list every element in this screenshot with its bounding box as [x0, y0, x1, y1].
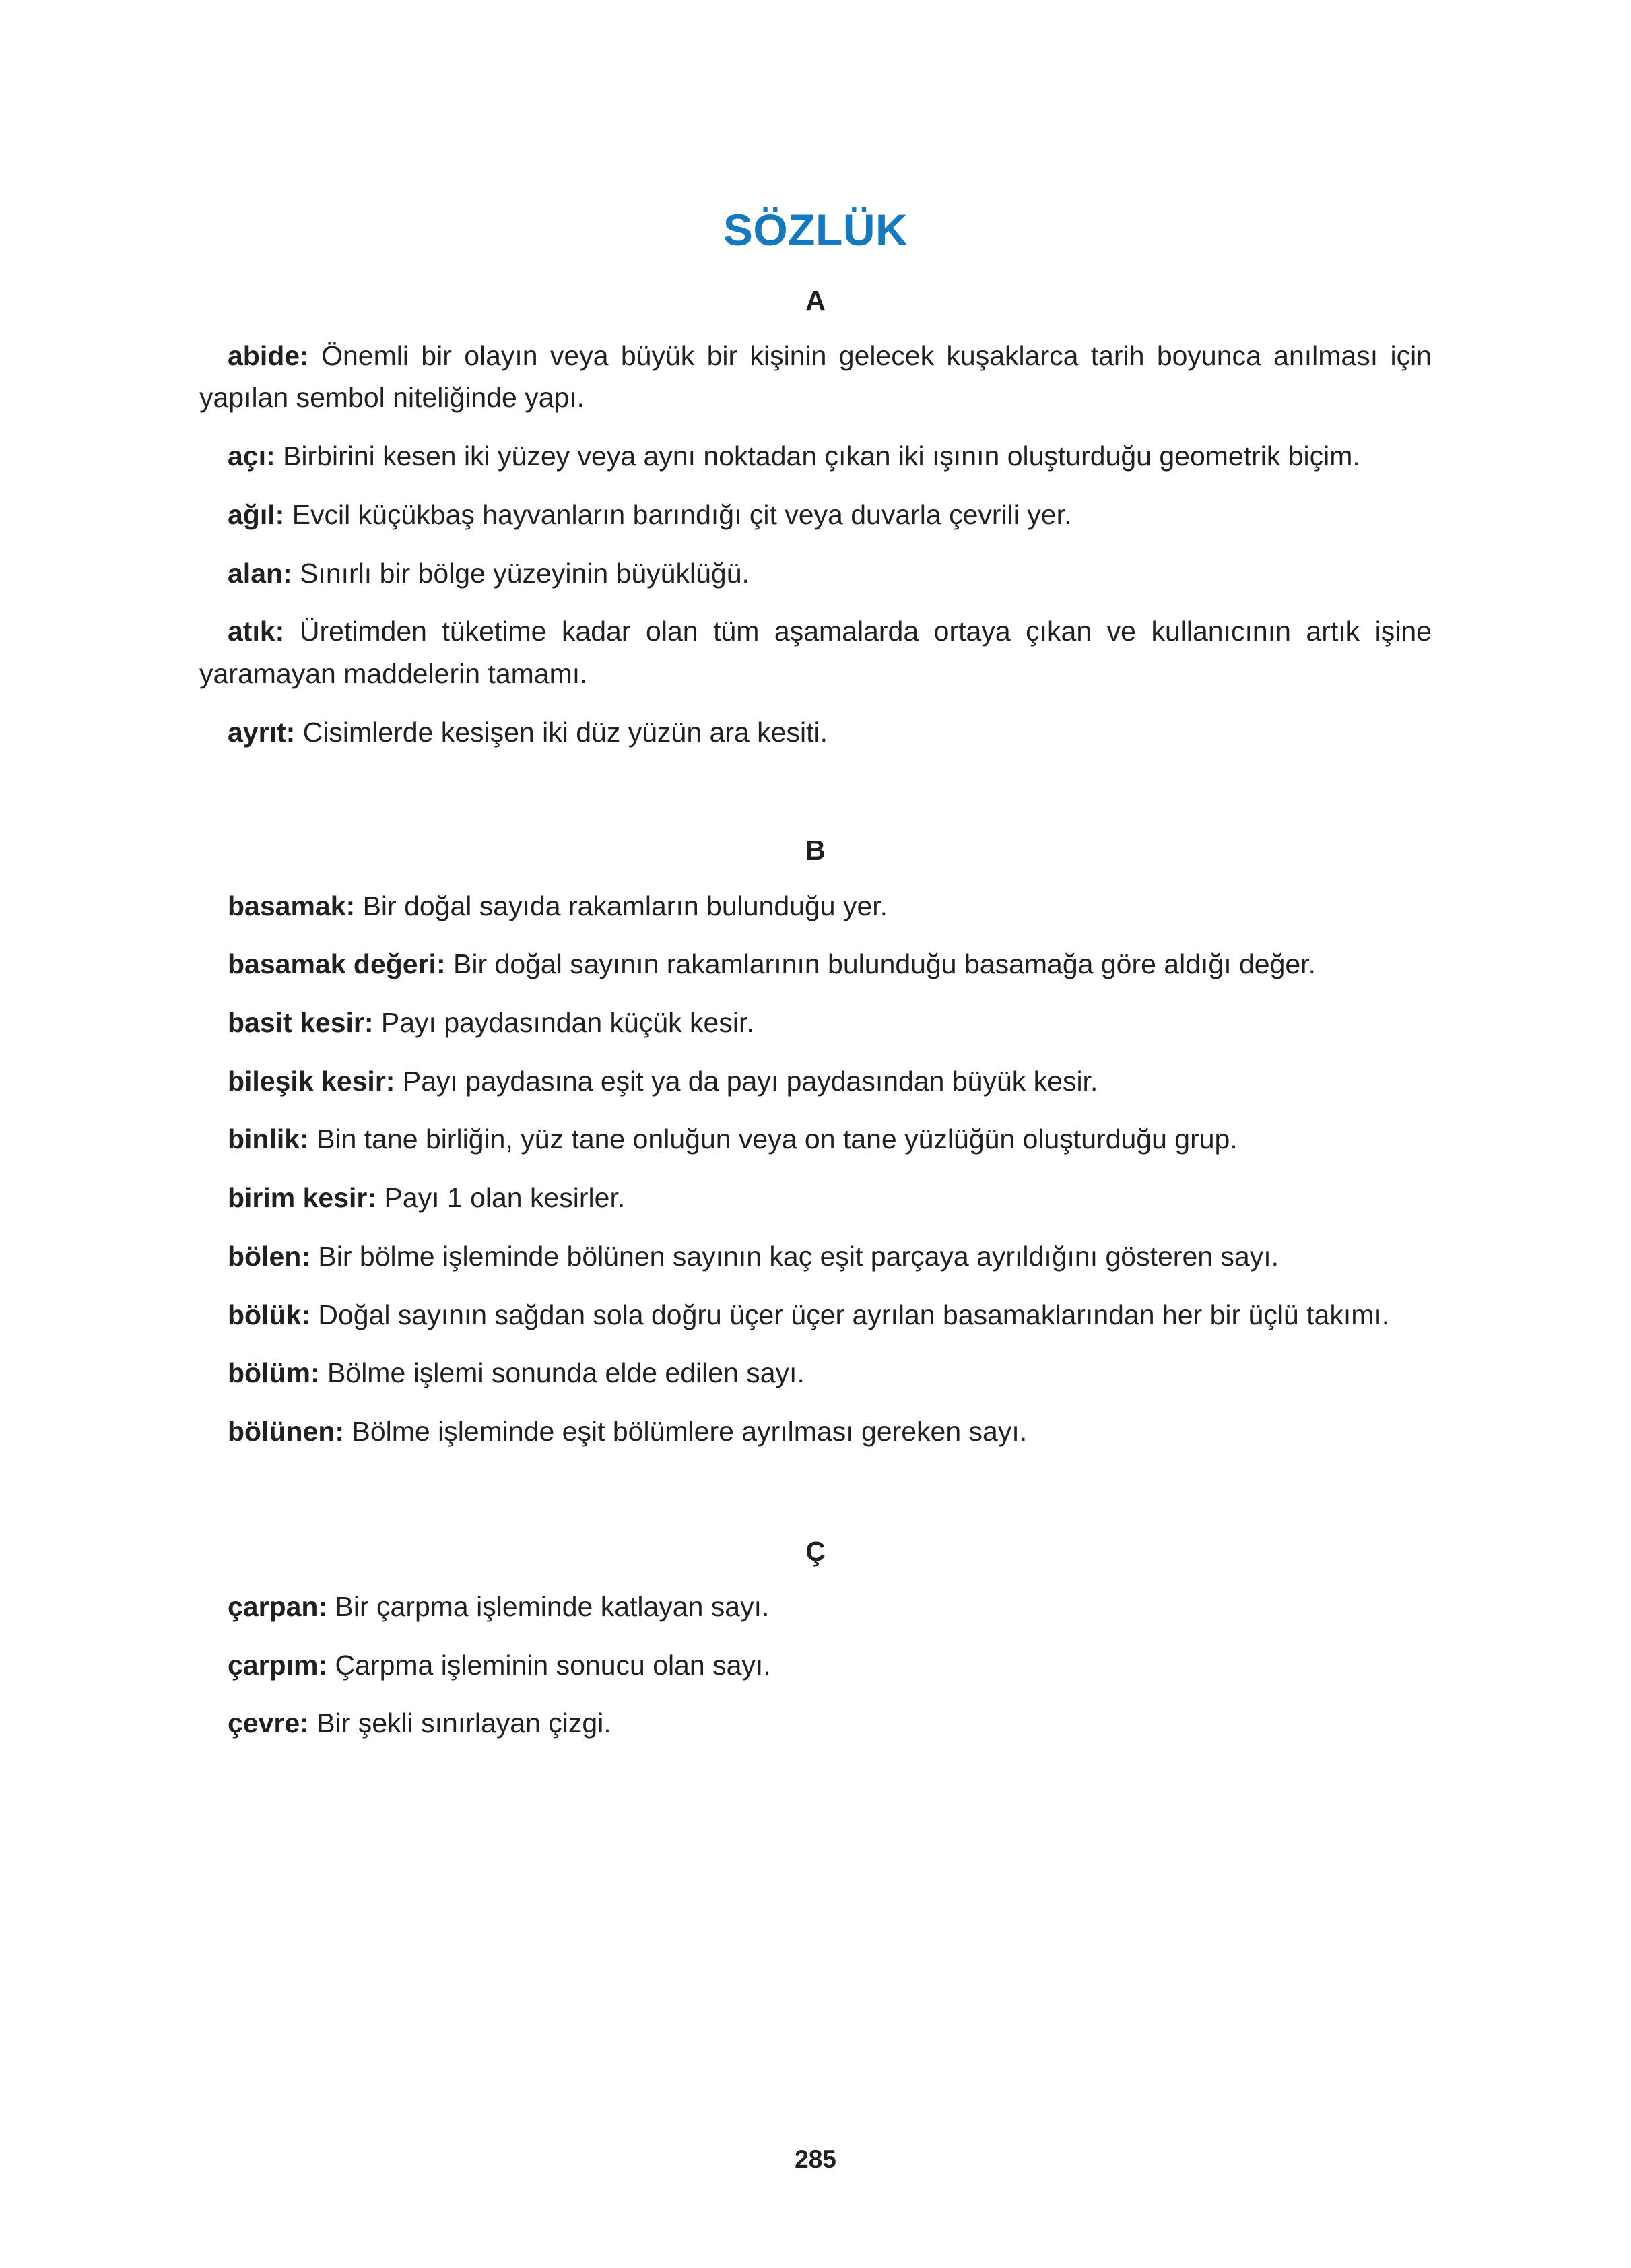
- entry-definition: Cisimlerde kesişen iki düz yüzün ara kesiti.: [302, 716, 828, 748]
- entry-term: çarpan:: [228, 1590, 328, 1622]
- dictionary-entry: [199, 552, 1432, 595]
- entry-term: ağıl:: [228, 498, 285, 530]
- dictionary-entry: [199, 1644, 1432, 1687]
- entry-term: alan:: [228, 557, 292, 589]
- entry-term: açı:: [228, 441, 275, 472]
- entry-definition: Bir çarpma işleminde katlayan sayı.: [335, 1590, 770, 1622]
- dictionary-entry: [199, 1702, 1432, 1745]
- entry-term: abide:: [228, 339, 309, 371]
- dictionary-entry: [199, 1352, 1432, 1394]
- entry-definition: Payı paydasına eşit ya da payı paydasından büyük kesir.: [402, 1065, 1098, 1097]
- entry-list-a: [199, 335, 1432, 754]
- dictionary-entry: [199, 1411, 1432, 1453]
- dictionary-entry: [199, 1294, 1432, 1336]
- entry-definition: Üretimden tüketime kadar olan tüm aşamalarda ortaya çıkan ve kullanıcının artık işine yaramayan maddelerin tamamı.: [199, 616, 1432, 689]
- entry-definition: Evcil küçükbaş hayvanların barındığı çit veya duvarla çevrili yer.: [292, 498, 1072, 530]
- dictionary-entry: [199, 711, 1432, 754]
- entry-term: bölük:: [228, 1299, 310, 1330]
- entry-term: binlik:: [228, 1124, 309, 1155]
- entry-definition: Birbirini kesen iki yüzey veya aynı noktadan çıkan iki ışının oluşturduğu geometrik biçim.: [283, 441, 1360, 472]
- section-heading-b: B: [805, 835, 826, 866]
- entry-term: basit kesir:: [228, 1006, 374, 1038]
- page-content: [199, 0, 1432, 1745]
- entry-term: atık:: [228, 616, 285, 647]
- entry-term: ayrıt:: [228, 716, 296, 748]
- entry-definition: Bir doğal sayıda rakamların bulunduğu yer.: [362, 890, 888, 921]
- entry-definition: Bir bölme işleminde bölünen sayının kaç eşit parçaya ayrıldığını gösteren sayı.: [318, 1240, 1279, 1272]
- entry-term: basamak:: [228, 890, 356, 921]
- entry-definition: Bölme işleminde eşit bölümlere ayrılması gereken sayı.: [352, 1416, 1028, 1447]
- entry-definition: Çarpma işleminin sonucu olan sayı.: [335, 1649, 771, 1681]
- dictionary-entry: [199, 1118, 1432, 1161]
- entry-definition: Bir şekli sınırlayan çizgi.: [317, 1708, 611, 1739]
- entry-term: bölünen:: [228, 1416, 345, 1447]
- page-number: 285: [795, 2145, 836, 2173]
- dictionary-entry: [199, 1235, 1432, 1278]
- dictionary-entry: [199, 335, 1432, 419]
- section-heading-a: A: [805, 284, 826, 316]
- entry-list-c-cedilla: [199, 1586, 1432, 1745]
- entry-definition: Bölme işlemi sonunda elde edilen sayı.: [327, 1357, 805, 1389]
- entry-term: bileşik kesir:: [228, 1065, 395, 1097]
- entry-term: çevre:: [228, 1708, 309, 1739]
- dictionary-entry: [199, 943, 1432, 985]
- entry-definition: Payı paydasından küçük kesir.: [380, 1006, 754, 1038]
- dictionary-entry: [199, 1177, 1432, 1219]
- entry-term: birim kesir:: [228, 1182, 377, 1214]
- entry-definition: Bin tane birliğin, yüz tane onluğun veya on tane yüzlüğün oluşturduğu grup.: [317, 1124, 1238, 1155]
- entry-list-b: [199, 885, 1432, 1453]
- dictionary-entry: [199, 885, 1432, 928]
- page-title: SÖZLÜK: [723, 205, 908, 255]
- entry-definition: Sınırlı bir bölge yüzeyinin büyüklüğü.: [300, 557, 750, 589]
- dictionary-entry: [199, 494, 1432, 536]
- entry-definition: Önemli bir olayın veya büyük bir kişinin gelecek kuşaklarca tarih boyunca anılması için yapılan sembol niteliğinde yapı.: [199, 339, 1432, 414]
- entry-term: bölüm:: [228, 1357, 320, 1389]
- entry-term: çarpım:: [228, 1649, 328, 1681]
- entry-definition: Bir doğal sayının rakamlarının bulunduğu basamağa göre aldığı değer.: [453, 948, 1316, 980]
- dictionary-entry: [199, 1002, 1432, 1044]
- entry-definition: Payı 1 olan kesirler.: [384, 1182, 626, 1214]
- entry-definition: Doğal sayının sağdan sola doğru üçer üçer ayrılan basamaklarından her bir üçlü takımı.: [318, 1299, 1390, 1330]
- dictionary-entry: [199, 435, 1432, 478]
- section-heading-c-cedilla: Ç: [805, 1535, 826, 1567]
- dictionary-entry: [199, 1586, 1432, 1628]
- dictionary-entry: [199, 1060, 1432, 1103]
- entry-term: bölen:: [228, 1240, 310, 1272]
- entry-term: basamak değeri:: [228, 948, 446, 980]
- dictionary-entry: [199, 610, 1432, 694]
